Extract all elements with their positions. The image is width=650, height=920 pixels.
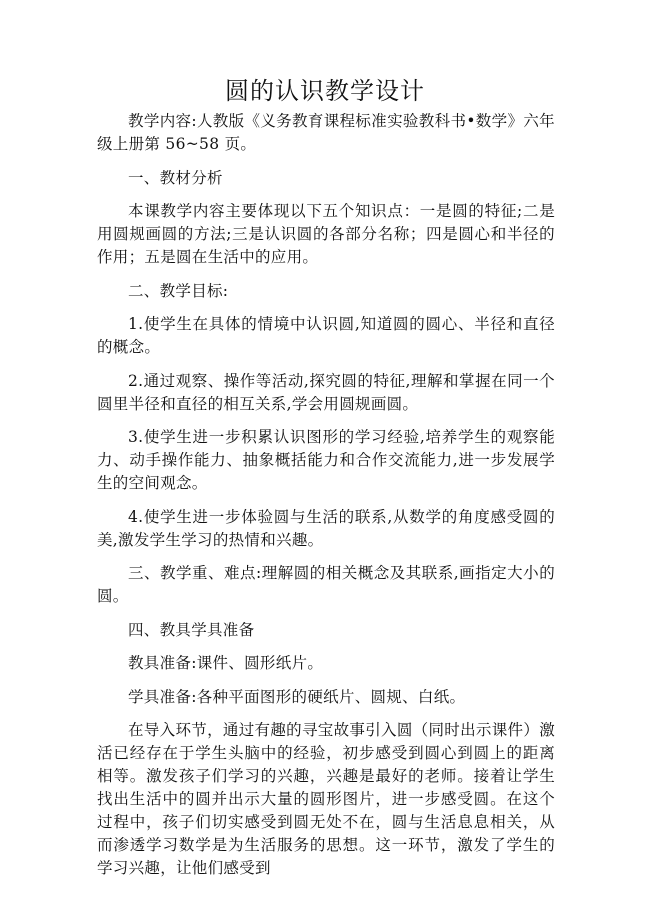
paragraph-teacher-tools: 教具准备:课件、圆形纸片。 <box>128 654 324 672</box>
goal-item-1: 1.使学生在具体的情境中认识圆,知道圆的圆心、半径和直径的概念。 <box>97 315 555 356</box>
heading-textbook-analysis: 一、教材分析 <box>128 168 223 187</box>
paragraph-student-tools: 学具准备:各种平面图形的硬纸片、圆规、白纸。 <box>128 687 466 706</box>
heading-teaching-tools: 四、教具学具准备 <box>128 620 255 639</box>
paragraph-teaching-content: 教学内容:人教版《义务教育课程标准实验教科书•数学》六年级上册第 56~58 页。 <box>97 112 555 153</box>
document-body <box>97 110 555 891</box>
goal-item-3: 3.使学生进一步积累认识图形的学习经验,培养学生的观察能力、动手操作能力、抽象概括能力和合作交流能力,进一步发展学生的空间观念。 <box>97 428 555 492</box>
paragraph-introduction: 在导入环节，通过有趣的寻宝故事引入圆（同时出示课件）激活已经存在于学生头脑中的经验，初步感受到圆心到圆上的距离相等。激发孩子们学习的兴趣，兴趣是最好的老师。接着让学生找出生活中的圆并出示大量的圆形图片，进一步感受圆。在这个过程中，孩子们切实感受到圆无处不在，圆与生活息息相关，从而渗透学习数学是为生活服务的思想。这一环节，激发了学生的学习兴趣，让他们感受到 <box>97 721 555 877</box>
document-title: 圆的认识教学设计 <box>225 77 425 105</box>
goal-item-2: 2.通过观察、操作等活动,探究圆的特征,理解和掌握在同一个圆里半径和直径的相互关系,学会用圆规画圆。 <box>97 371 555 413</box>
paragraph-knowledge-points: 本课教学内容主要体现以下五个知识点：一是圆的特征;二是用圆规画圆的方法;三是认识圆的各部分名称；四是圆心和半径的作用；五是圆在生活中的应用。 <box>97 202 555 266</box>
heading-key-difficult-points: 三、教学重、难点:理解圆的相关概念及其联系,画指定大小的圆。 <box>97 564 555 605</box>
goal-item-4: 4.使学生进一步体验圆与生活的联系,从数学的角度感受圆的美,激发学生学习的热情和兴趣。 <box>97 507 555 549</box>
heading-teaching-goals: 二、教学目标: <box>128 281 229 300</box>
